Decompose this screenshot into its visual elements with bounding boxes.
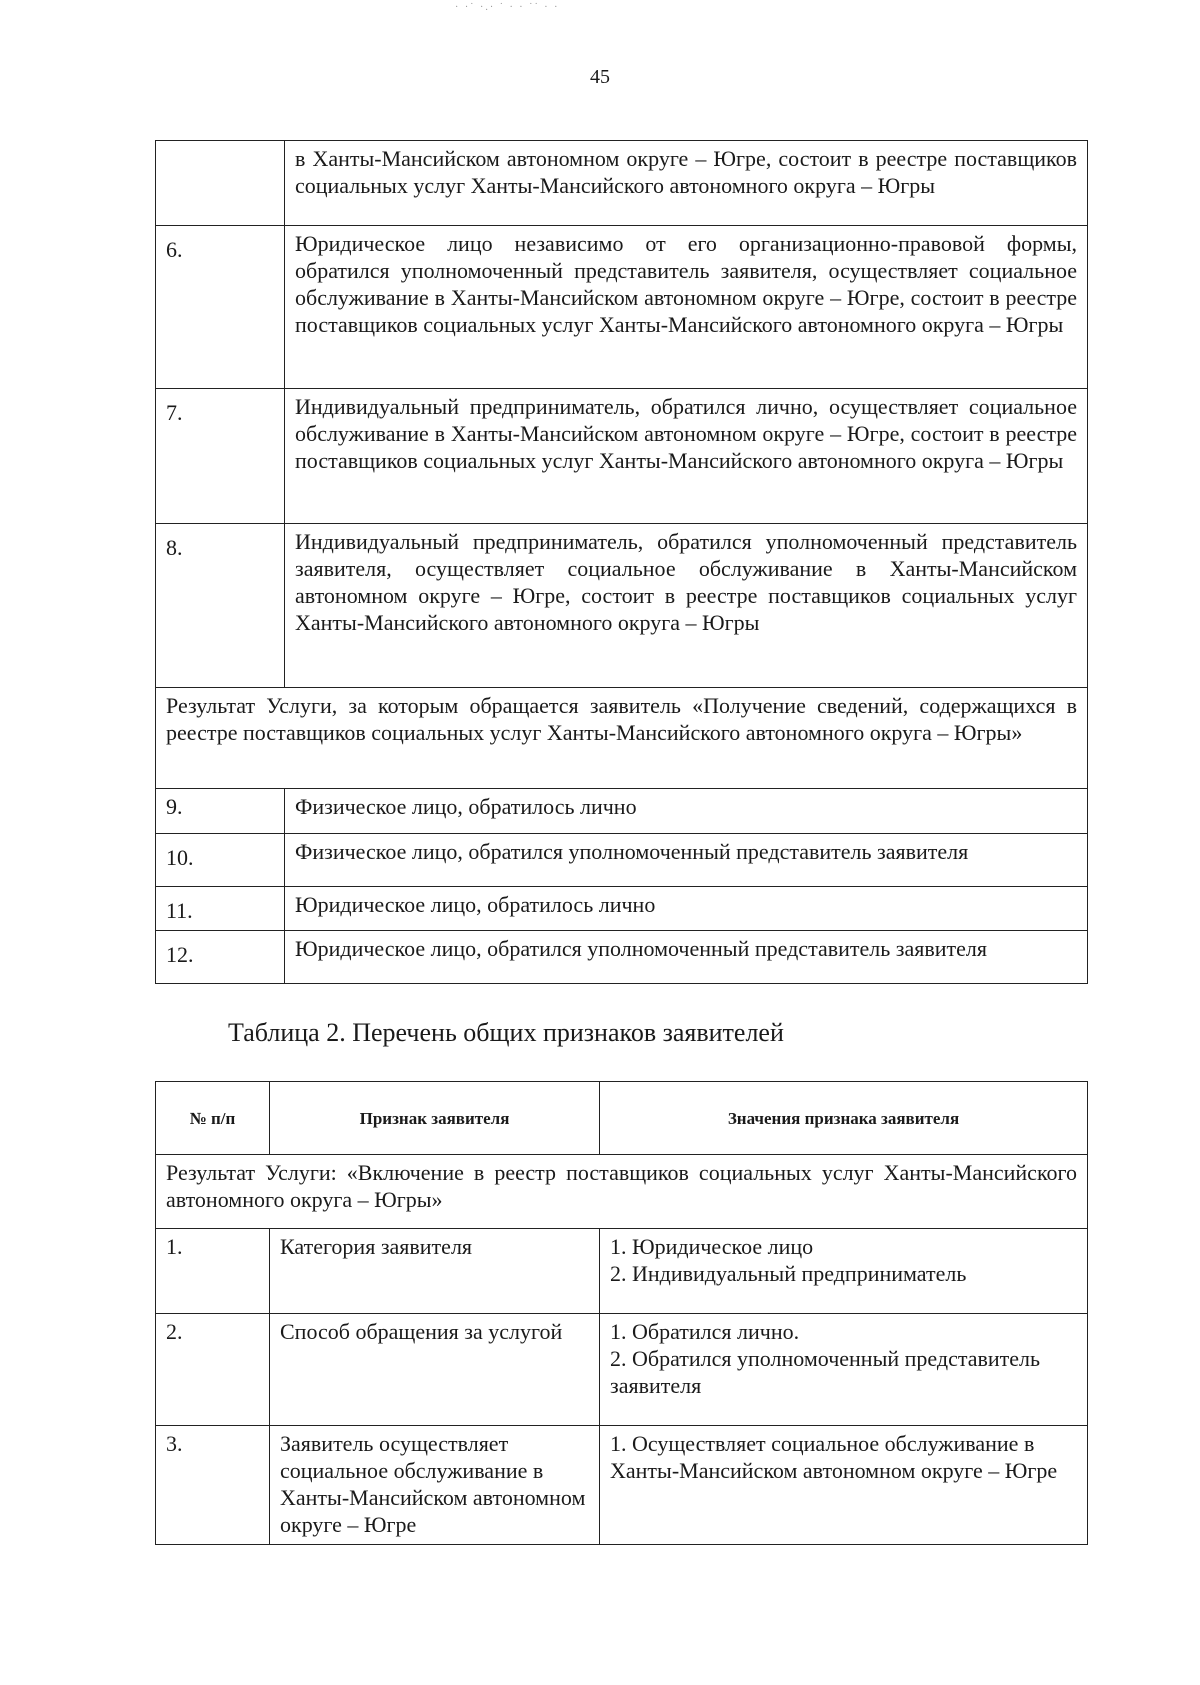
row-description: Индивидуальный предприниматель, обратился лично, осуществляет социальное обслуживание в Ханты-Мансийском автономном округе – Югре, состоит в реестре поставщиков социальных услуг Ханты-Мансийского автономного округа – Югры xyxy=(285,389,1088,524)
table-row xyxy=(156,226,1088,389)
table-row xyxy=(156,1314,1088,1426)
header-row xyxy=(156,1082,1088,1155)
row-description: Юридическое лицо, обратилось лично xyxy=(285,887,1088,931)
column-header-feature: Признак заявителя xyxy=(270,1082,600,1155)
table-row xyxy=(156,789,1088,834)
feature-name: Заявитель осуществляет социальное обслуживание в Ханты-Мансийском автономном округе – Югре xyxy=(270,1426,600,1545)
row-description: Физическое лицо, обратился уполномоченный представитель заявителя xyxy=(285,834,1088,887)
table-row xyxy=(156,1426,1088,1545)
row-description: Индивидуальный предприниматель, обратился уполномоченный представитель заявителя, осуществляет социальное обслуживание в Ханты-Мансийском автономном округе – Югре, состоит в реестре поставщиков социальных услуг Ханты-Мансийского автономного округа – Югры xyxy=(285,524,1088,688)
section-row xyxy=(156,688,1088,789)
row-description: в Ханты-Мансийском автономном округе – Югре, состоит в реестре поставщиков социальных услуг Ханты-Мансийского автономного округа – Югры xyxy=(285,141,1088,226)
row-number: 7. xyxy=(156,389,285,524)
feature-value: 1. Юридическое лицо xyxy=(610,1234,814,1259)
feature-name: Способ обращения за услугой xyxy=(270,1314,600,1426)
column-header-values: Значения признака заявителя xyxy=(600,1082,1088,1155)
row-number: 2. xyxy=(156,1314,270,1426)
feature-values xyxy=(600,1426,1088,1545)
feature-name: Категория заявителя xyxy=(270,1229,600,1314)
row-number: 1. xyxy=(156,1229,270,1314)
section-heading: Результат Услуги: «Включение в реестр поставщиков социальных услуг Ханты-Мансийского автономного округа – Югры» xyxy=(156,1155,1088,1229)
table-row xyxy=(156,834,1088,887)
column-header-number: № п/п xyxy=(156,1082,270,1155)
applicant-variants-table xyxy=(155,140,1088,984)
section-row xyxy=(156,1155,1088,1229)
row-number: 8. xyxy=(156,524,285,688)
table-row xyxy=(156,141,1088,226)
page-number: 45 xyxy=(590,66,610,88)
row-number xyxy=(156,141,285,226)
feature-value: 1. Обратился лично. xyxy=(610,1319,800,1344)
table-row xyxy=(156,389,1088,524)
table-row xyxy=(156,1229,1088,1314)
feature-values xyxy=(600,1229,1088,1314)
table-row xyxy=(156,931,1088,984)
row-description: Юридическое лицо, обратился уполномоченный представитель заявителя xyxy=(285,931,1088,984)
row-number: 10. xyxy=(156,834,285,887)
row-number: 9. xyxy=(156,789,285,834)
row-number: 11. xyxy=(156,887,285,931)
row-number: 12. xyxy=(156,931,285,984)
row-description: Юридическое лицо независимо от его организационно-правовой формы, обратился уполномоченный представитель заявителя, осуществляет социальное обслуживание в Ханты-Мансийском автономном округе – Югре, состоит в реестре поставщиков социальных услуг Ханты-Мансийского автономного округа – Югры xyxy=(285,226,1088,389)
feature-values xyxy=(600,1314,1088,1426)
feature-value: 2. Индивидуальный предприниматель xyxy=(610,1261,967,1286)
row-number: 6. xyxy=(156,226,285,389)
table-2-title: Таблица 2. Перечень общих признаков заявителей xyxy=(228,1018,784,1047)
row-number: 3. xyxy=(156,1426,270,1545)
scan-noise: · ·˙ ·.· ˙ · · ˙˙ · · xyxy=(455,2,560,13)
feature-value: 2. Обратился уполномоченный представитель заявителя xyxy=(610,1346,1041,1398)
section-heading: Результат Услуги, за которым обращается заявитель «Получение сведений, содержащихся в реестре поставщиков социальных услуг Ханты-Мансийского автономного округа – Югры» xyxy=(156,688,1088,789)
row-description: Физическое лицо, обратилось лично xyxy=(285,789,1088,834)
table-row xyxy=(156,887,1088,931)
table-row xyxy=(156,524,1088,688)
applicant-features-table xyxy=(155,1081,1088,1545)
feature-value: 1. Осуществляет социальное обслуживание в Ханты-Мансийском автономном округе – Югре xyxy=(610,1431,1058,1483)
